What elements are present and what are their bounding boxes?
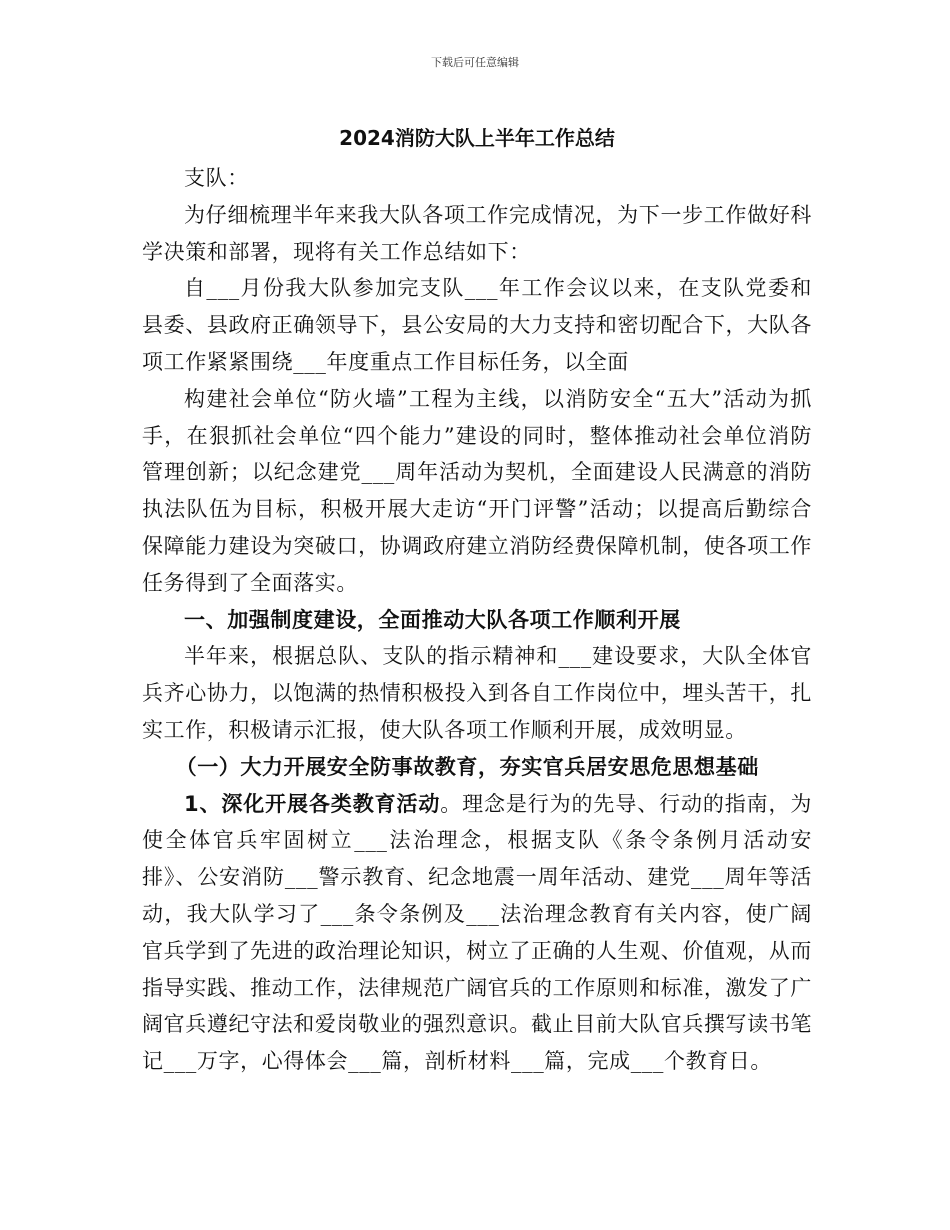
item-1-paragraph — [142, 786, 812, 1080]
document-title: 2024消防大队上半年工作总结 — [339, 126, 615, 150]
section-1-body: 半年来，根据总队、支队的指示精神和___建设要求，大队全体官兵齐心协力，以饱满的热情积极投入到各自工作岗位中，埋头苦干，扎实工作，积极请示汇报，使大队各项工作顺利开展，成效明显。 — [142, 644, 812, 742]
salutation: 支队： — [184, 166, 249, 190]
paragraph-2: 构建社会单位“防火墙”工程为主线，以消防安全“五大”活动为抓手，在狠抓社会单位“四个能力”建设的同时，整体推动社会单位消防管理创新；以纪念建党___周年活动为契机，全面建设人民满意的消防执法队伍为目标，积极开展大走访“开门评警”活动；以提高后勤综合保障能力建设为突破口，协调政府建立消防经费保障机制，使各项工作任务得到了全面落实。 — [142, 386, 812, 595]
header-note: 下载后可任意编辑 — [431, 56, 519, 69]
paragraph-1: 自___月份我大队参加完支队___年工作会议以来，在支队党委和县委、县政府正确领导下，县公安局的大力支持和密切配合下，大队各项工作紧紧围绕___年度重点工作目标任务，以全面 — [142, 276, 812, 374]
subsection-heading-1: （一）大力开展安全防事故教育，夯实官兵居安思危思想基础 — [175, 754, 759, 779]
item-1-lead: 1、深化开展各类教育活动 — [184, 791, 441, 816]
item-1-body: 。理念是行为的先导、行动的指南，为使全体官兵牢固树立___法治理念，根据支队《条令条例月活动安排》、公安消防___警示教育、纪念地震一周年活动、建党___周年等活动，我大队学习了___条令条例及___法治理念教育有关内容，使广阔官兵学到了先进的政治理论知识，树立了正确的人生观、价值观，从而指导实践、推动工作，法律规范广阔官兵的工作原则和标准，激发了广阔官兵遵纪守法和爱岗敬业的强烈意识。截止目前大队官兵撰写读书笔记___万字，心得体会___篇，剖析材料___篇，完成___个教育日。 — [142, 791, 812, 1074]
paragraph-intro: 为仔细梳理半年来我大队各项工作完成情况，为下一步工作做好科学决策和部署，现将有关工作总结如下： — [142, 202, 812, 264]
document-body — [142, 120, 812, 1080]
section-heading-1: 一、加强制度建设，全面推动大队各项工作顺利开展 — [184, 607, 681, 632]
